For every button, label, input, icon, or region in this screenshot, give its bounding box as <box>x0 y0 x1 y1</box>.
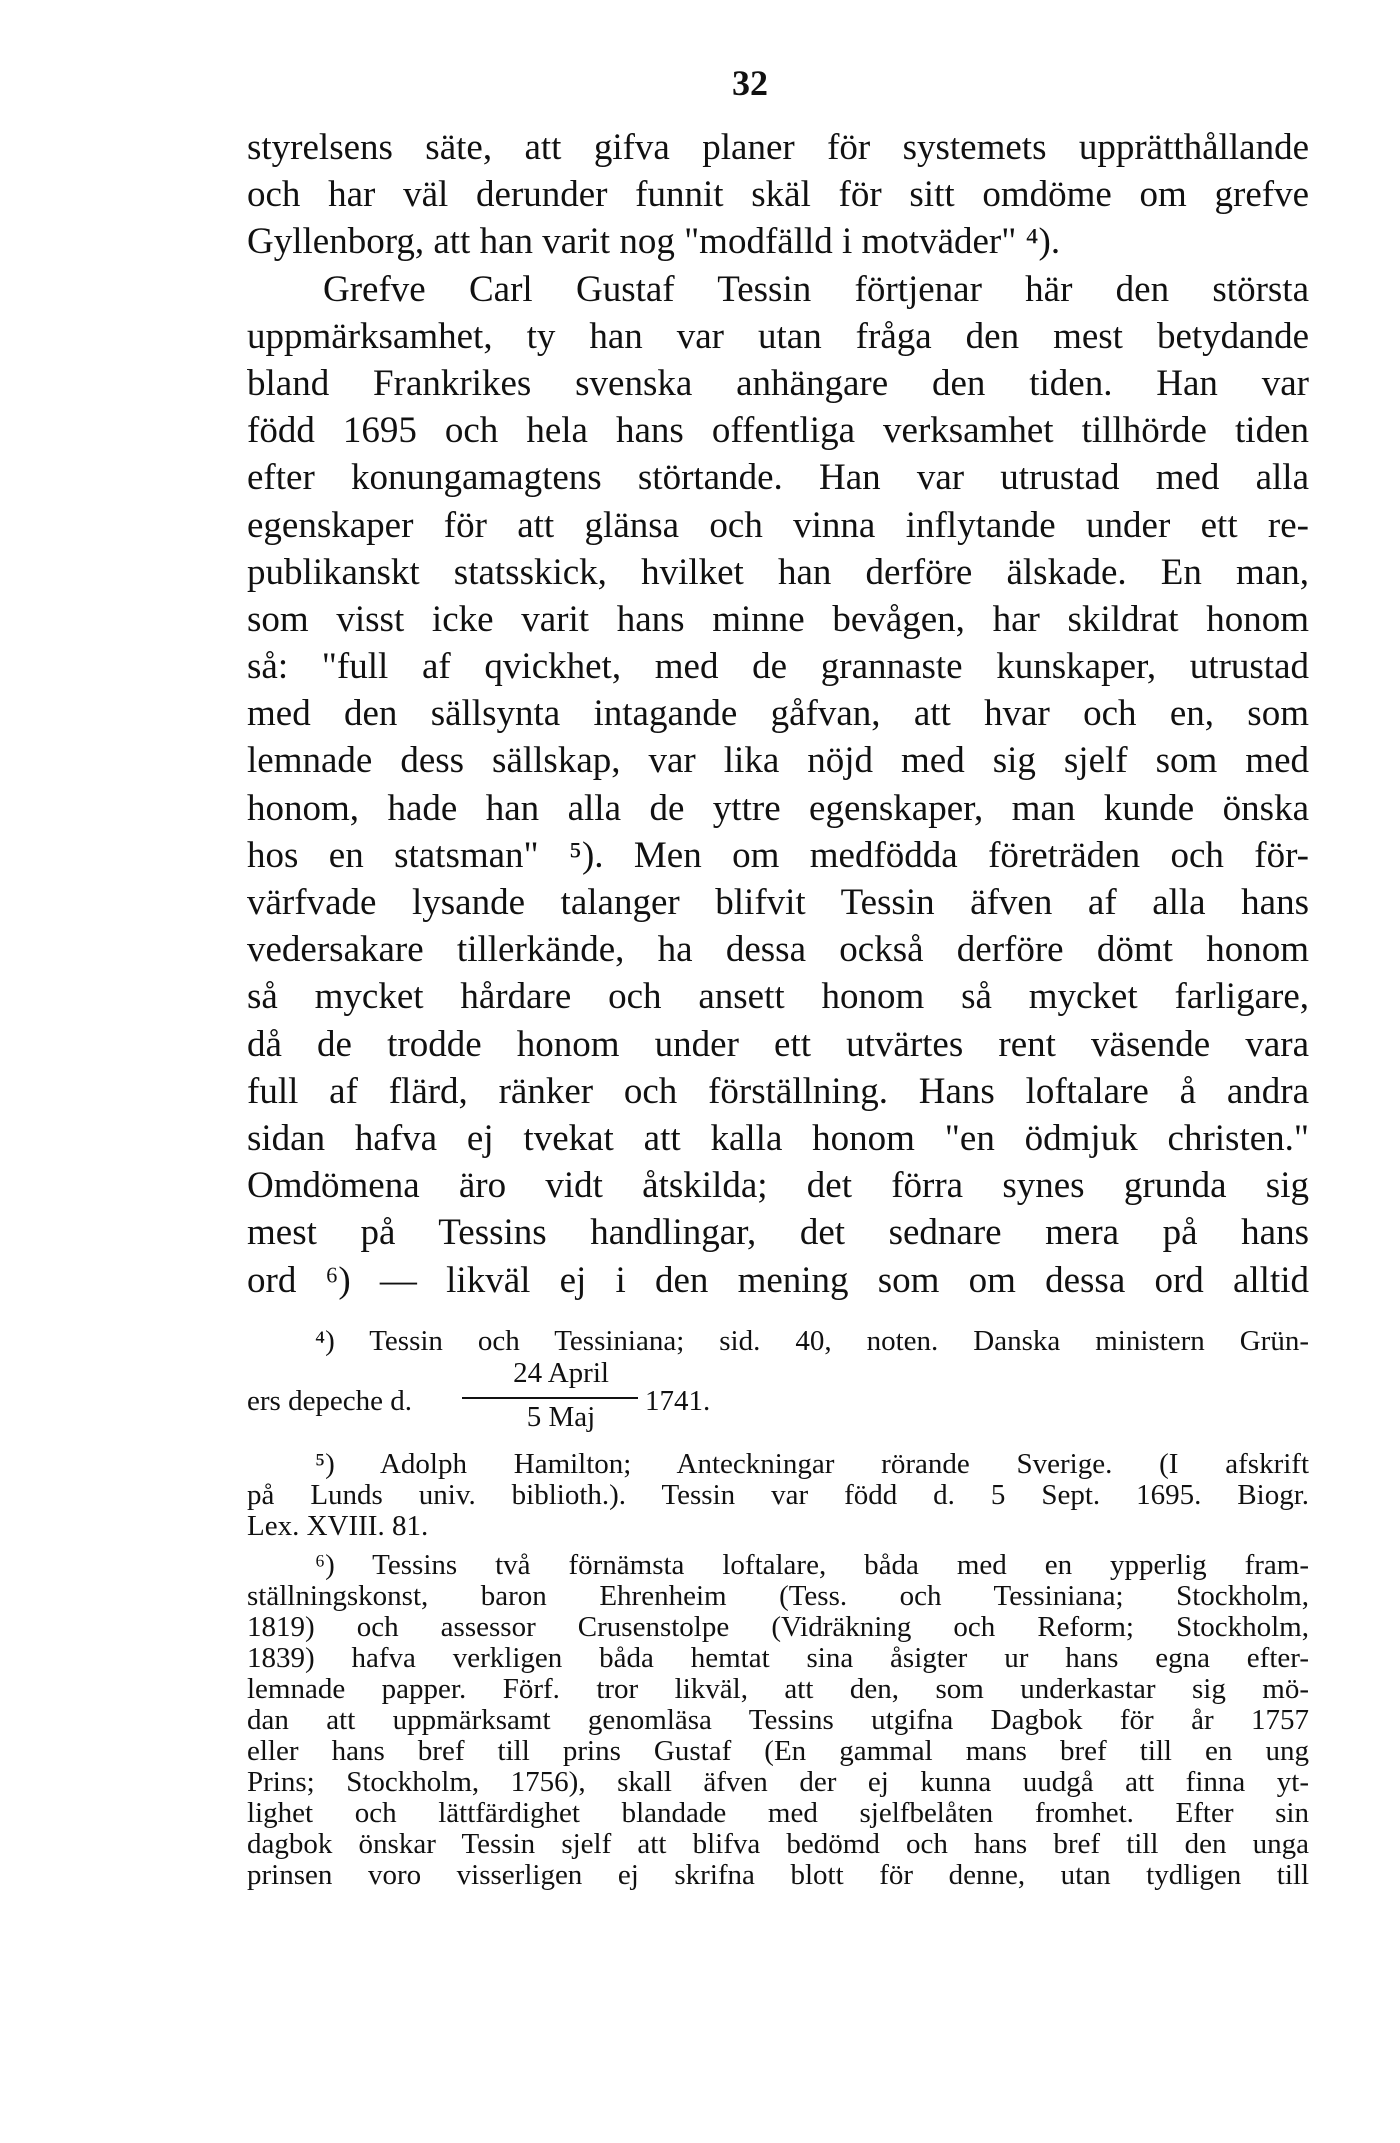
footnote-5-line: på Lunds univ. biblioth.). Tessin var född d. 5 Sept. 1695. Biogr. <box>247 1479 1309 1511</box>
text-line: efter konungamagtens störtande. Han var utrustad med alla <box>247 457 1309 499</box>
text-line: honom, hade han alla de yttre egenskaper, man kunde önska <box>247 787 1309 829</box>
footnote-4-line: ⁴) Tessin och Tessiniana; sid. 40, noten. Danska ministern Grün- <box>315 1325 1309 1357</box>
fraction-bar <box>462 1397 638 1399</box>
text-line: sidan hafva ej tvekat att kalla honom "en ödmjuk christen." <box>247 1117 1309 1159</box>
footnote-6-line: dagbok önskar Tessin sjelf att blifva bedömd och hans bref till den unga <box>247 1828 1309 1860</box>
footnote-6-line: prinsen voro visserligen ej skrifna blott för denne, utan tydligen till <box>247 1859 1309 1891</box>
text-line: född 1695 och hela hans offentliga verksamhet tillhörde tiden <box>247 410 1309 452</box>
text-line: så: "full af qvickhet, med de grannaste kunskaper, utrustad <box>247 646 1309 688</box>
text-line: med den sällsynta intagande gåfvan, att hvar och en, som <box>247 693 1309 735</box>
text-line: publikanskt statsskick, hvilket han derföre älskade. En man, <box>247 551 1309 593</box>
text-line: så mycket hårdare och ansett honom så mycket farligare, <box>247 976 1309 1018</box>
text-line: full af flärd, ränker och förställning. Hans loftalare å andra <box>247 1070 1309 1112</box>
text-line: egenskaper för att glänsa och vinna inflytande under ett re- <box>247 504 1309 546</box>
footnotes <box>247 1326 1309 1891</box>
text-line: då de trodde honom under ett utvärtes rent väsende vara <box>247 1023 1309 1065</box>
text-line: som visst icke varit hans minne bevågen, har skildrat honom <box>247 598 1309 640</box>
text-line: vedersakare tillerkände, ha dessa också derföre dömt honom <box>247 929 1309 971</box>
text-line: Grefve Carl Gustaf Tessin förtjenar här den största <box>323 268 1309 310</box>
footnote-6-line: lighet och lättfärdighet blandade med sjelfbelåten fromhet. Efter sin <box>247 1797 1309 1829</box>
text-line: Omdömena äro vidt åtskilda; det förra synes grunda sig <box>247 1165 1309 1207</box>
footnote-6-line: eller hans bref till prins Gustaf (En gammal mans bref till en ung <box>247 1735 1309 1767</box>
text-line: ord ⁶) — likväl ej i den mening som om dessa ord alltid <box>247 1259 1309 1301</box>
footnote-6-line: ⁶) Tessins två förnämsta loftalare, båda med en ypperlig fram- <box>315 1549 1309 1581</box>
footnote-6-line: 1839) hafva verkligen båda hemtat sina åsigter ur hans egna efter- <box>247 1642 1309 1674</box>
footnote-6-line: Prins; Stockholm, 1756), skall äfven der ej kunna uudgå att finna yt- <box>247 1766 1309 1798</box>
text-line: värfvade lysande talanger blifvit Tessin äfven af alla hans <box>247 882 1309 923</box>
date-year: 1741. <box>645 1385 711 1417</box>
footnote-6-line: dan att uppmärksamt genomläsa Tessins utgifna Dagbok för år 1757 <box>247 1704 1309 1736</box>
text-line: lemnade dess sällskap, var lika nöjd med sig sjelf som med <box>247 740 1309 782</box>
footnote-6-line: 1819) och assessor Crusenstolpe (Vidräkning och Reform; Stockholm, <box>247 1611 1309 1643</box>
text-line: hos en statsman" ⁵). Men om medfödda företräden och för- <box>247 834 1309 876</box>
text-line: bland Frankrikes svenska anhängare den tiden. Han var <box>247 362 1309 404</box>
date-denominator: 5 Maj <box>526 1401 596 1433</box>
footnote-5-line: ⁵) Adolph Hamilton; Anteckningar rörande Sverige. (I afskrift <box>315 1448 1309 1480</box>
footnote-4-prefix: ers depeche d. <box>247 1385 413 1417</box>
date-numerator: 24 April <box>513 1357 609 1389</box>
text-line: Gyllenborg, att han varit nog "modfälld i motväder" ⁴). <box>247 221 1061 263</box>
text-line: mest på Tessins handlingar, det sednare mera på hans <box>247 1212 1309 1254</box>
footnote-5-line: Lex. XVIII. 81. <box>247 1510 429 1542</box>
text-line: styrelsens säte, att gifva planer för systemets upprätthållande <box>247 127 1309 168</box>
page-number: 32 <box>732 63 768 103</box>
text-line: och har väl derunder funnit skäl för sitt omdöme om grefve <box>247 174 1309 216</box>
footnote-4-date <box>247 1357 1309 1441</box>
footnote-6-line: lemnade papper. Förf. tror likväl, att den, som underkastar sig mö- <box>247 1673 1309 1705</box>
body-text <box>247 124 1309 1304</box>
footnote-6-line: ställningskonst, baron Ehrenheim (Tess. och Tessiniana; Stockholm, <box>247 1580 1309 1612</box>
text-line: uppmärksamhet, ty han var utan fråga den mest betydande <box>247 315 1309 357</box>
